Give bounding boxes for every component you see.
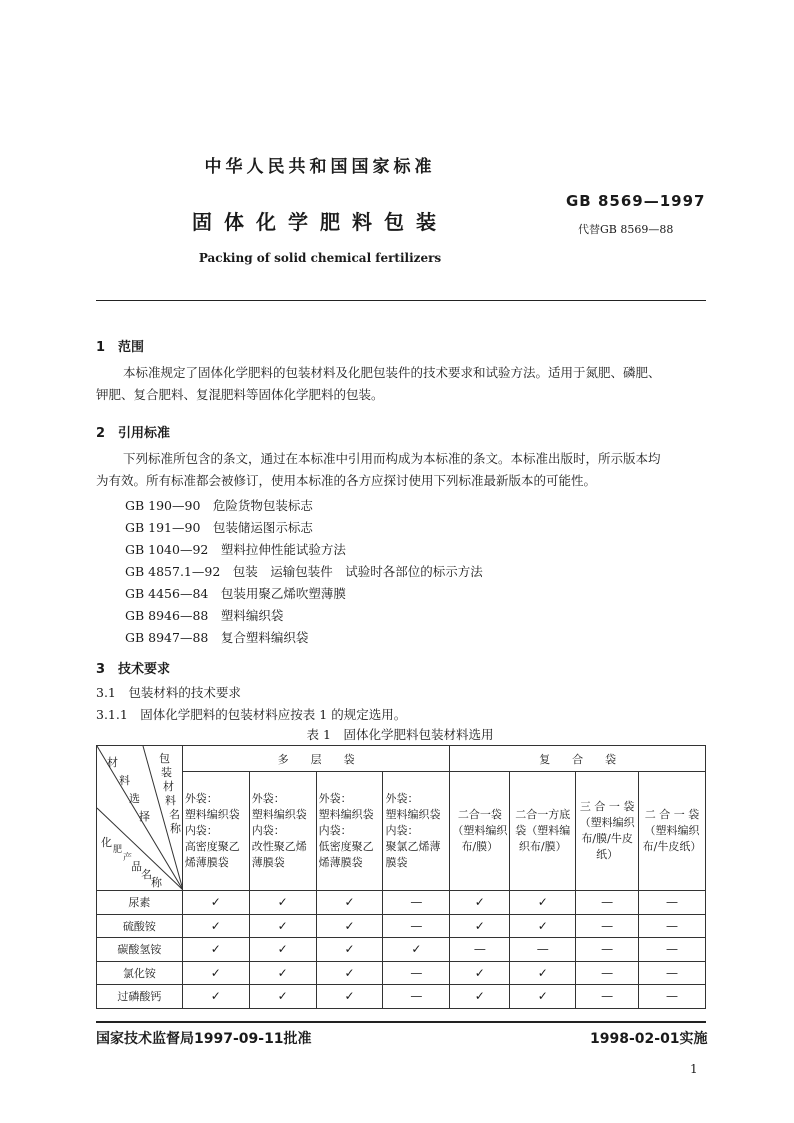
- corner-label-char: 择: [139, 810, 150, 823]
- suitability-cell: ✓: [249, 961, 316, 985]
- suitability-cell: ✓: [510, 914, 576, 938]
- column-header: 二合一袋 （塑料编织 布/膜）: [450, 772, 510, 891]
- suitability-cell: ✓: [182, 891, 249, 915]
- suitability-cell: —: [510, 938, 576, 962]
- materials-table: [96, 745, 706, 1009]
- corner-label-char: 料: [165, 794, 176, 807]
- corner-label-char: 品: [131, 860, 142, 873]
- reference-item: GB 190—90 危险货物包装标志: [125, 498, 313, 513]
- group-header-multilayer: 多 层 袋: [182, 746, 450, 772]
- corner-label-char: 化: [101, 836, 112, 849]
- section-2-text-line1: 下列标准所包含的条文，通过在本标准中引用而构成为本标准的条文。本标准出版时，所示版本均: [123, 451, 661, 466]
- table-caption: 表 1 固体化学肥料包装材料选用: [306, 727, 494, 742]
- suitability-cell: ✓: [182, 914, 249, 938]
- reference-item: GB 8947—88 复合塑料编织袋: [125, 630, 309, 645]
- reference-item: GB 4456—84 包装用聚乙烯吹塑薄膜: [125, 586, 346, 601]
- corner-label-char: 产: [123, 853, 133, 863]
- corner-label-char: 料: [119, 774, 130, 787]
- document-title: 固体化学肥料包装: [192, 210, 448, 234]
- section-1-heading: 1 范围: [96, 340, 145, 355]
- column-header: 三 合 一 袋 （塑料编织 布/膜/牛皮 纸）: [576, 772, 639, 891]
- replaces-note: 代替GB 8569—88: [578, 223, 674, 236]
- corner-label-char: 选: [129, 792, 140, 805]
- reference-item: GB 1040—92 塑料拉伸性能试验方法: [125, 542, 346, 557]
- suitability-cell: ✓: [182, 938, 249, 962]
- table-row: [97, 938, 706, 962]
- approval-date: 国家技术监督局1997-09-11批准: [96, 1031, 312, 1047]
- suitability-cell: —: [576, 961, 639, 985]
- suitability-cell: —: [383, 985, 450, 1009]
- standard-name: 中华人民共和国国家标准: [204, 157, 436, 177]
- suitability-cell: —: [450, 938, 510, 962]
- section-3-heading: 3 技术要求: [96, 662, 171, 677]
- suitability-cell: ✓: [316, 985, 383, 1009]
- suitability-cell: —: [576, 985, 639, 1009]
- corner-label-char: 包: [159, 752, 170, 765]
- column-header: 外袋： 塑料编织袋 内袋： 高密度聚乙 烯薄膜袋: [182, 772, 249, 891]
- suitability-cell: ✓: [383, 938, 450, 962]
- corner-label-char: 装: [161, 766, 172, 779]
- group-header-composite: 复 合 袋: [450, 746, 706, 772]
- suitability-cell: —: [639, 938, 706, 962]
- suitability-cell: ✓: [316, 938, 383, 962]
- suitability-cell: ✓: [316, 914, 383, 938]
- column-header: 外袋： 塑料编织袋 内袋： 聚氯乙烯薄 膜袋: [383, 772, 450, 891]
- suitability-cell: —: [383, 961, 450, 985]
- section-2-text-line2: 为有效。所有标准都会被修订，使用本标准的各方应探讨使用下列标准最新版本的可能性。: [96, 473, 597, 488]
- suitability-cell: ✓: [249, 891, 316, 915]
- suitability-cell: —: [383, 891, 450, 915]
- suitability-cell: ✓: [182, 985, 249, 1009]
- product-name-cell: 尿素: [97, 891, 183, 915]
- table-corner-cell: [97, 746, 183, 891]
- corner-label-char: 材: [163, 780, 174, 793]
- suitability-cell: —: [383, 914, 450, 938]
- section-1-text-line2: 钾肥、复合肥料、复混肥料等固体化学肥料的包装。: [96, 387, 384, 402]
- suitability-cell: ✓: [316, 891, 383, 915]
- suitability-cell: —: [576, 891, 639, 915]
- reference-item: GB 8946—88 塑料编织袋: [125, 608, 284, 623]
- corner-label-char: 称: [151, 876, 162, 889]
- suitability-cell: ✓: [510, 891, 576, 915]
- suitability-cell: ✓: [249, 985, 316, 1009]
- suitability-cell: ✓: [450, 985, 510, 1009]
- suitability-cell: ✓: [510, 985, 576, 1009]
- footer-rule: [96, 1021, 706, 1023]
- suitability-cell: ✓: [510, 961, 576, 985]
- table-row: [97, 961, 706, 985]
- section-3-1: 3.1 包装材料的技术要求: [96, 685, 241, 700]
- suitability-cell: ✓: [316, 961, 383, 985]
- column-header: 外袋： 塑料编织袋 内袋： 低密度聚乙 烯薄膜袋: [316, 772, 383, 891]
- product-name-cell: 碳酸氢铵: [97, 938, 183, 962]
- suitability-cell: ✓: [249, 938, 316, 962]
- standard-code: GB 8569—1997: [566, 192, 706, 210]
- suitability-cell: —: [576, 914, 639, 938]
- corner-label-char: 肥: [113, 845, 123, 855]
- suitability-cell: ✓: [450, 961, 510, 985]
- column-header: 二 合 一 袋 （塑料编织 布/牛皮纸）: [639, 772, 706, 891]
- table-row: [97, 985, 706, 1009]
- corner-label-char: 称: [170, 822, 181, 835]
- suitability-cell: —: [639, 891, 706, 915]
- header-rule: [96, 300, 706, 301]
- page-number: 1: [690, 1062, 698, 1076]
- implementation-date: 1998-02-01实施: [590, 1031, 708, 1047]
- column-header: 外袋： 塑料编织袋 内袋： 改性聚乙烯 薄膜袋: [249, 772, 316, 891]
- reference-item: GB 191—90 包装储运图示标志: [125, 520, 313, 535]
- suitability-cell: ✓: [450, 891, 510, 915]
- suitability-cell: ✓: [450, 914, 510, 938]
- suitability-cell: ✓: [182, 961, 249, 985]
- column-header: 二合一方底 袋（塑料编 织布/膜）: [510, 772, 576, 891]
- suitability-cell: —: [639, 985, 706, 1009]
- suitability-cell: —: [639, 961, 706, 985]
- product-name-cell: 过磷酸钙: [97, 985, 183, 1009]
- suitability-cell: ✓: [249, 914, 316, 938]
- product-name-cell: 硫酸铵: [97, 914, 183, 938]
- product-name-cell: 氯化铵: [97, 961, 183, 985]
- section-3-1-1: 3.1.1 固体化学肥料的包装材料应按表 1 的规定选用。: [96, 707, 407, 722]
- section-2-heading: 2 引用标准: [96, 426, 171, 441]
- corner-label-char: 名: [169, 808, 180, 821]
- table-row: [97, 891, 706, 915]
- suitability-cell: —: [639, 914, 706, 938]
- corner-label-char: 名: [141, 868, 152, 881]
- reference-item: GB 4857.1—92 包装 运输包装件 试验时各部位的标示方法: [125, 564, 483, 579]
- table-row: [97, 914, 706, 938]
- document-title-en: Packing of solid chemical fertilizers: [198, 251, 442, 265]
- suitability-cell: —: [576, 938, 639, 962]
- corner-label-char: 材: [107, 756, 118, 769]
- section-1-text-line1: 本标准规定了固体化学肥料的包装材料及化肥包装件的技术要求和试验方法。适用于氮肥、磷肥、: [123, 365, 661, 380]
